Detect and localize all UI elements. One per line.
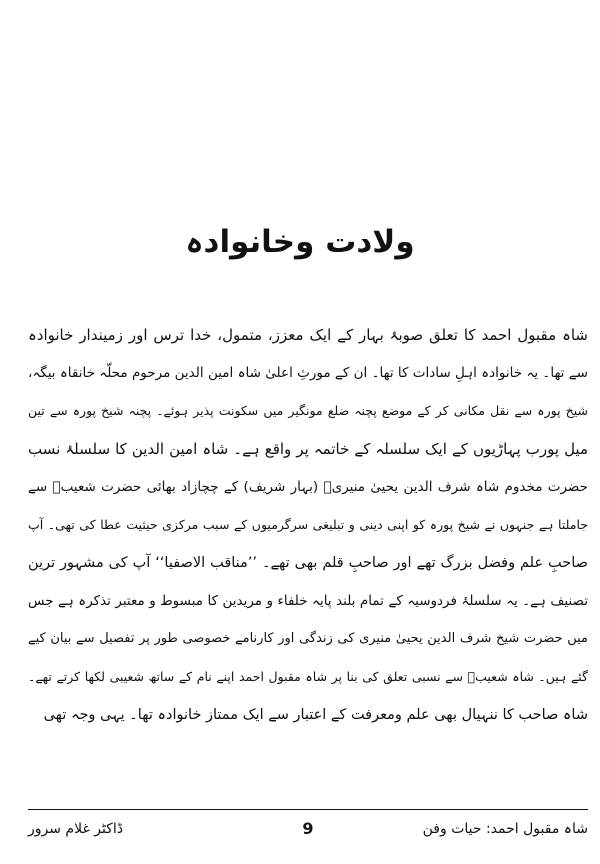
text-line: شاہ صاحب کا ننہیال بھی علم ومعرفت کے اعتبار سے ایک ممتاز خانوادہ تھا۔ یہی وجہ تھی [43, 707, 588, 723]
text-line: جاملتا ہے جنہوں نے شیخ پورہ کو اپنی دینی و تبلیغی سرگرمیوں کے سبب مرکزی حیثیت عطا کی تھی۔ آپ [28, 517, 588, 532]
text-line: سے تھا۔ یہ خانوادہ اہلِ سادات کا تھا۔ ان کے مورثِ اعلیٰ شاہ امین الدین مرحوم محلّہ خانقاہ بیگہ، [28, 365, 588, 381]
text-line: صاحبِ علم وفضل بزرگ تھے اور صاحبِ قلم بھی تھے۔ ’’مناقب الاصفیا‘‘ آپ کی مشہور ترین [28, 555, 588, 571]
text-line: گئے ہیں۔ شاہ شعیبؒ سے نسبی تعلق کی بنا پر شاہ مقبول احمد اپنے نام کے ساتھ شعیبی لکھا کرتے تھے۔ [28, 669, 588, 684]
chapter-title: ولادت وخانوادہ [185, 224, 415, 260]
page-number: 9 [302, 819, 314, 838]
text-line: شیخ پورہ سے نقل مکانی کر کے موضع پچنہ ضلع مونگیر میں سکونت پذیر ہوئے۔ پچنہ شیخ پورہ سے تین [28, 403, 588, 418]
text-line: حضرت مخدوم شاہ شرف الدین یحییٰ منیریؒ (بہار شریف) کے چچازاد بھائی حضرت شعیبؒ سے [28, 479, 588, 495]
text-line: تصنیف ہے۔ یہ سلسلۂ فردوسیہ کے تمام بلند پایہ خلفاء و مریدین کا مبسوط و معتبر تذکرہ ہے جس [28, 593, 588, 609]
footer-book-title: شاہ مقبول احمد: حیات وفن [422, 821, 588, 837]
page-footer [28, 814, 588, 844]
footer-divider [28, 809, 588, 810]
text-line: میل پورب پہاڑیوں کے ایک سلسلہ کے خاتمہ پر واقع ہے۔ شاہ امین الدین کا سلسلۂ نسب [28, 440, 588, 458]
text-line: شاہ مقبول احمد کا تعلق صوبۂ بہار کے ایک معزز، متمول، خدا ترس اور زمیندار خانوادہ [28, 326, 588, 344]
body-text [28, 316, 588, 734]
text-line: میں حضرت شیخ شرف الدین یحییٰ منیری کی زندگی اور کارنامے خصوصی طور پر تفصیل سے بیان کیے [28, 631, 588, 646]
footer-author: ڈاکٹر غلام سرور [28, 821, 123, 837]
